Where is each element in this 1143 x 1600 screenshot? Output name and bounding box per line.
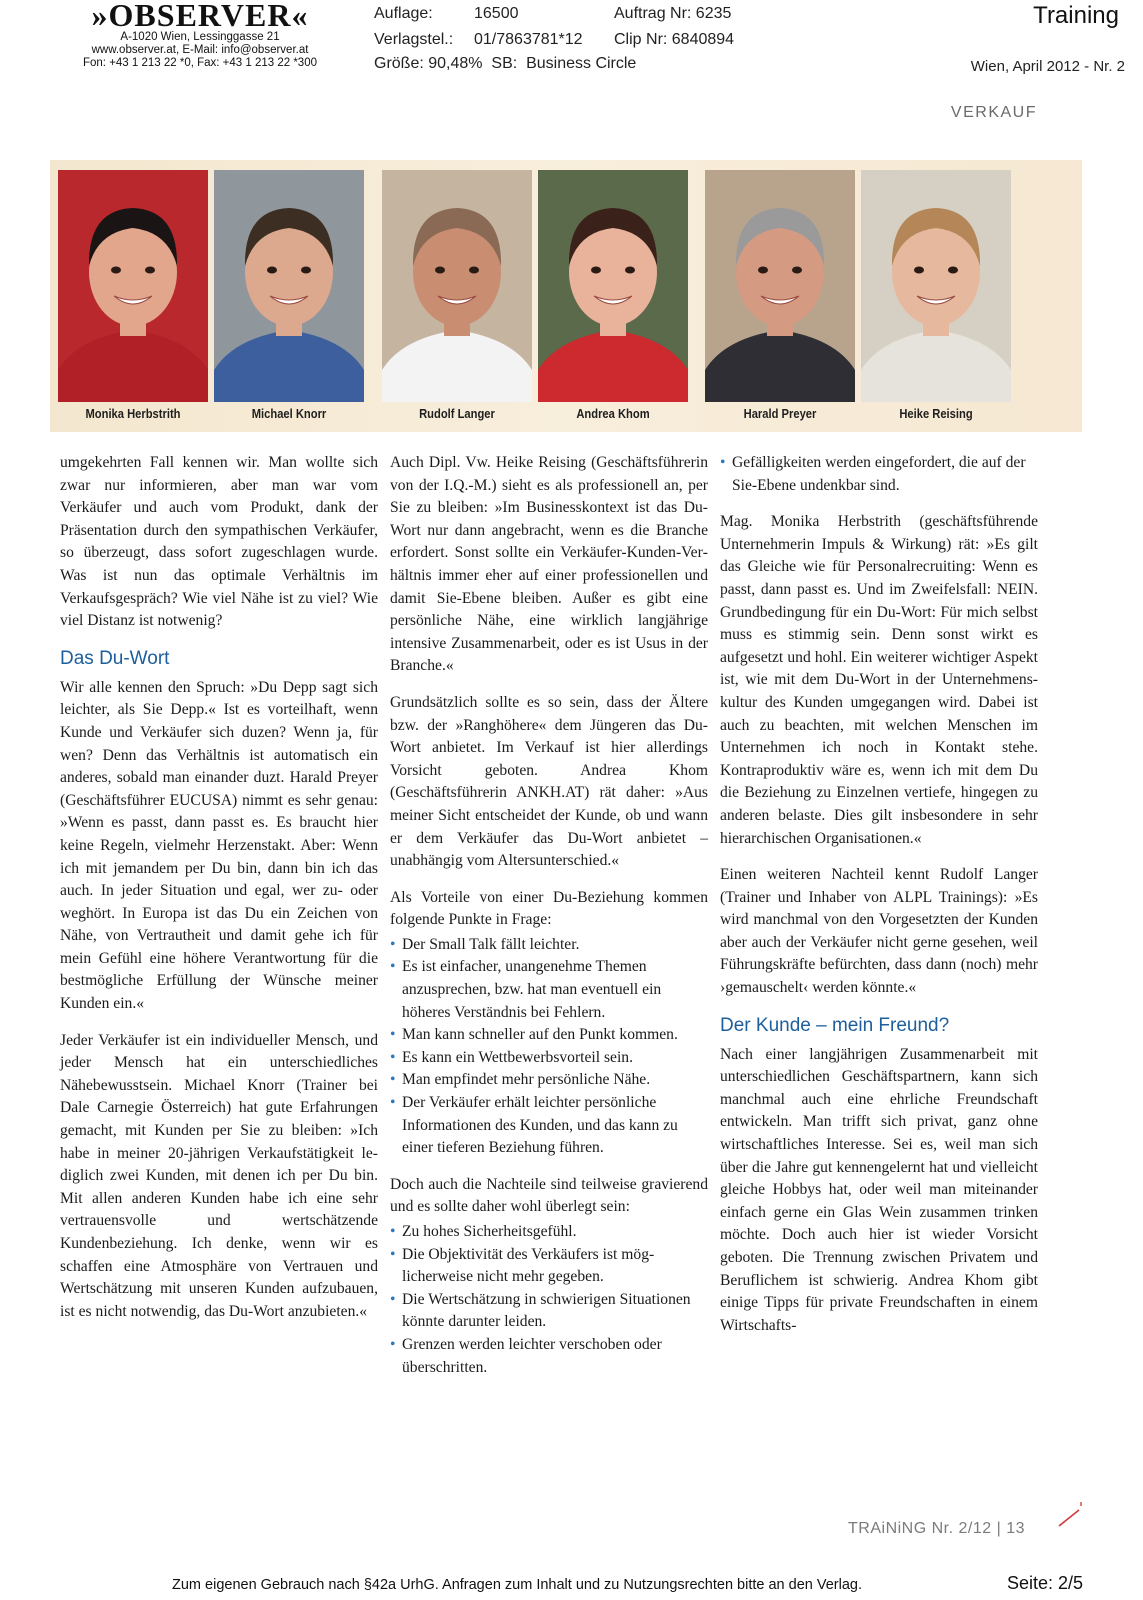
portrait-caption: Monika Herbstrith <box>85 406 181 421</box>
paragraph: umgekehrten Fall kennen wir. Man wollte sich zwar nur informieren, aber man war vom Verkäufer und auch vom Produkt, dank der Präsentation durch den sympathischen Verkäufer, so überzeugt, dass sofort zugeschlagen wurde. Was ist nun das optimale Verhältnis im Verkaufsgespräch? Wie viel Nähe ist zu viel? Wie viel Distanz ist notwenig? <box>60 454 378 630</box>
article-column-1 <box>60 452 378 1337</box>
bullet-text: Man empfindet mehr persönliche Nähe. <box>402 1071 651 1089</box>
paragraph: Einen weiteren Nachteil kennt Rudolf Langer (Trainer und Inhaber von ALPL Trainings): »Es wird manchmal von den Vorgesetzten der Kunden aber auch der Verkäufer nicht gerne gesehen, weil Führungskräfte befürchten, dass dann (noch) mehr ›gemauschelt‹ werden könnte.« <box>720 866 1038 997</box>
article-column-2 <box>390 452 708 1393</box>
auflage-value: 16500 <box>474 5 519 22</box>
bullet-text: Gefälligkeiten werden eingefordert, die auf der Sie-Ebene undenkbar sind. <box>732 454 1026 494</box>
bullet-icon: • <box>390 1223 396 1240</box>
bullet-icon: • <box>390 935 396 953</box>
portrait-photo <box>58 170 208 402</box>
bullet-text: Die Wertschätzung in schwierigen Situationen könnte darunter leiden. <box>402 1290 691 1331</box>
portrait-caption: Rudolf Langer <box>419 406 495 421</box>
bullet-icon: • <box>720 454 726 471</box>
paragraph: Auch Dipl. Vw. Heike Reising (Geschäftsführerin von der I.Q.-M.) sieht es als professionell an, per Sie zu bleiben: »Im Businesskontext ist das Du-Wort nur dann angebracht, wenn es die Branche erfordert. Sonst sollte ein Verkäufer-Kunden-Verhältnis immer eher auf einer professionellen und damit Sie-Ebene bleiben. Außer es gibt eine persönliche Nähe, eine wirklich langjährige intensive Zusammenarbeit, oder es ist Usus in der Branche.« <box>390 454 708 675</box>
advantages-list <box>390 934 708 1160</box>
disadvantages-list <box>390 1221 708 1379</box>
bullet-icon: • <box>390 1071 396 1089</box>
bullet-item <box>390 1069 708 1092</box>
bullet-item <box>390 1047 708 1070</box>
bullet-item <box>390 1024 708 1047</box>
crop-mark-icon <box>1055 1500 1085 1530</box>
bullet-text: Der Verkäufer erhält leichter persönliche Informationen des Kunden, und das kann zu einer tieferen Beziehung führen. <box>402 1094 678 1157</box>
publication-title: Training <box>1033 2 1119 29</box>
portrait-caption: Harald Preyer <box>743 406 817 421</box>
portrait-photo <box>861 170 1011 402</box>
bullet-item <box>390 1221 708 1244</box>
paragraph: Nach einer langjährigen Zusammenarbeit mit unterschiedlichen Geschäftspartnern, kann sich manchmal auch eine ehrliche Freundschaft entwickeln. Man trifft sich privat, ganz ohne wirtschaftliches Interesse. Sei es, weil man sich über die Jahre gut kennengelernt hat und vielleicht gleiche Hobbys hat, oder weil man miteinander einfach gerne ein Glas Wein zusammen trinken möchte. Doch auch hier ist wieder Vorsicht geboten. Die Trennung zwischen Privatem und Beruflichem ist schwierig. Andrea Khom gibt einige Tipps für private Freundschaften in einem Wirtschafts- <box>720 1045 1038 1334</box>
bullet-item <box>390 1244 708 1289</box>
portrait-photo <box>382 170 532 402</box>
article-column-3 <box>720 452 1038 1351</box>
bullet-icon: • <box>390 1245 396 1263</box>
issue-date: Wien, April 2012 - Nr. 2 <box>970 58 1125 75</box>
portrait-caption: Andrea Khom <box>576 406 650 421</box>
observer-logo: »OBSERVER« <box>91 0 309 33</box>
page-folio: TRAiNiNG Nr. 2/12 | 13 <box>848 1520 1025 1537</box>
bullet-text: Die Objektivität des Verkäufers ist möglicherweise nicht mehr gegeben. <box>402 1245 655 1286</box>
paragraph: Jeder Verkäufer ist ein individueller Mensch, und jeder Mensch hat ein unterschiedliches Nähebewusstsein. Michael Knorr (Trainer bei Dale Carnegie Österreich) hat gute Erfahrungen gemacht, mit Kunden per Sie zu bleiben: »Ich habe in meiner 20-jährigen Verkaufstätigkeit lediglich zwei Kunden, mit denen ich per Du bin. Mit allen anderen Kunden habe ich eine sehr vertrauensvolle und wertschätzende Kundenbeziehung. Ich denke, wenn wir es schaffen eine Atmosphäre von Vertrauen und Wertschätzung mit unseren Kunden aufzubauen, ist es nicht notwendig, das Du-Wort anzubieten.« <box>60 1031 378 1320</box>
observer-contact: www.observer.at, E-Mail: info@observer.at <box>91 44 309 56</box>
clip-number: Clip Nr: 6840894 <box>614 31 735 48</box>
auflage-label: Auflage: <box>374 5 433 22</box>
verlagstel-label: Verlagstel.: <box>374 31 454 48</box>
bullet-icon: • <box>390 1048 396 1066</box>
bullet-icon: • <box>390 1290 396 1308</box>
paragraph: Wir alle kennen den Spruch: »Du Depp sagt sich leichter, als Sie Depp.« Ist es vorteilhaft, wenn Kunde und Verkäufer sich duzen? Wenn ja, für wen? Denn das Verhältnis ist automatisch ein anderes, sobald man einander duzt. Harald Preyer (Geschäftsführer EUCUSA) nimmt es sehr genau: »Wenn es passt, dann passt es. Es braucht hier keine Regeln, vielmehr Herzenstakt. Aber: Wenn ich mit jemandem per Du bin, dann bin ich das auch. In jeder Situation und egal, wer zu- oder weghört. In Europa ist das Du ein Zeichen von Nähe, von Vertrautheit und damit gehe ich für mein Gefühl eine höhere Verantwortung für die bestmögliche Erfüllung der Wünsche meiner Kunden ein.« <box>60 678 378 1013</box>
bullet-text: Man kann schneller auf den Punkt kommen. <box>402 1026 678 1044</box>
bullet-icon: • <box>390 958 396 976</box>
page-indicator: Seite: 2/5 <box>1006 1573 1083 1593</box>
bullet-text: Es ist einfacher, unangenehme Themen anzusprechen, bzw. hat man eventuell ein höheres Verständnis bei Fehlern. <box>402 958 662 1021</box>
bullet-item <box>390 1092 708 1160</box>
bullet-item <box>720 452 1038 497</box>
verlagstel-value: 01/7863781*12 <box>474 31 583 48</box>
portrait-photo <box>705 170 855 402</box>
bullet-icon: • <box>390 1094 396 1112</box>
copyright-notice: Zum eigenen Gebrauch nach §42a UrhG. Anfragen zum Inhalt und zu Nutzungsrechten bitte an den Verlag. <box>172 1577 862 1593</box>
bullet-icon: • <box>390 1335 396 1353</box>
subheading-kunde-freund: Der Kunde – mein Freund? <box>720 1014 950 1036</box>
paragraph: Als Vorteile von einer Du-Beziehung kommen folgende Punkte in Frage: <box>390 888 708 929</box>
paragraph: Mag. Monika Herbstrith (geschäftsführende Unternehmerin Impuls & Wirkung) rät: »Es gilt das Gleiche wie für Personalrecruiting: Wenn es passt, dann passt es. Und im Zweifelsfall: NEIN. Grundbedingung für ein Du-Wort: Für mich selbst muss es stimmig sein. Denn sonst wirkt es aufgesetzt und hohl. Ein weiterer wichtiger Aspekt ist, wie mit dem Du-Wort in der Unternehmenskultur des Kunden umgegangen wird. Dabei ist auch zu beachten, mit welchen Menschen im Unternehmen ich noch in Kontakt stehe. Kontraproduktiv wäre es, wenn ich mit dem Du die Beziehung zu Einzelnen vertiefe, hingegen zu anderen belaste. Dies gilt insbesondere in sehr hierarchischen Organisationen.« <box>720 513 1038 847</box>
bullet-text: Grenzen werden leichter verschoben oder überschritten. <box>402 1335 662 1376</box>
bullet-icon: • <box>390 1026 396 1044</box>
observer-address: A-1020 Wien, Lessinggasse 21 <box>120 31 280 43</box>
bullet-item <box>390 1334 708 1379</box>
observer-phone: Fon: +43 1 213 22 *0, Fax: +43 1 213 22 *300 <box>82 57 317 69</box>
auftrag-number: Auftrag Nr: 6235 <box>614 5 732 22</box>
bullet-item <box>390 956 708 1024</box>
bullet-item <box>390 1289 708 1334</box>
bullet-text: Der Small Talk fällt leichter. <box>402 935 580 953</box>
size-sb-line: Größe: 90,48% SB: Business Circle <box>374 55 637 72</box>
portrait-photo <box>214 170 364 402</box>
bullet-item <box>390 934 708 957</box>
bullet-text: Es kann ein Wettbewerbsvorteil sein. <box>402 1048 634 1066</box>
paragraph: Grundsätzlich sollte es so sein, dass der Ältere bzw. der »Ranghöhere« dem Jüngeren das Du-Wort anbietet. Im Verkauf ist hier allerdings Vorsicht geboten. Andrea Khom (Geschäftsführerin ANKH.AT) rät daher: »Aus meiner Sicht entscheidet der Kunde, ob und wann er dem Verkäufer das Du-Wort anbietet – unabhängig vom Altersunterschied.« <box>390 693 708 870</box>
portrait-photo <box>538 170 688 402</box>
portrait-caption: Michael Knorr <box>251 406 327 421</box>
subheading-du-wort: Das Du-Wort <box>60 647 170 669</box>
paragraph: Doch auch die Nachteile sind teilweise gravierend und es sollte daher wohl überlegt sein: <box>390 1175 708 1216</box>
portrait-caption: Heike Reising <box>899 406 973 421</box>
disadvantages-list-continued <box>720 452 1038 497</box>
section-label: VERKAUF <box>950 104 1037 121</box>
bullet-text: Zu hohes Sicherheitsgefühl. <box>402 1223 577 1240</box>
